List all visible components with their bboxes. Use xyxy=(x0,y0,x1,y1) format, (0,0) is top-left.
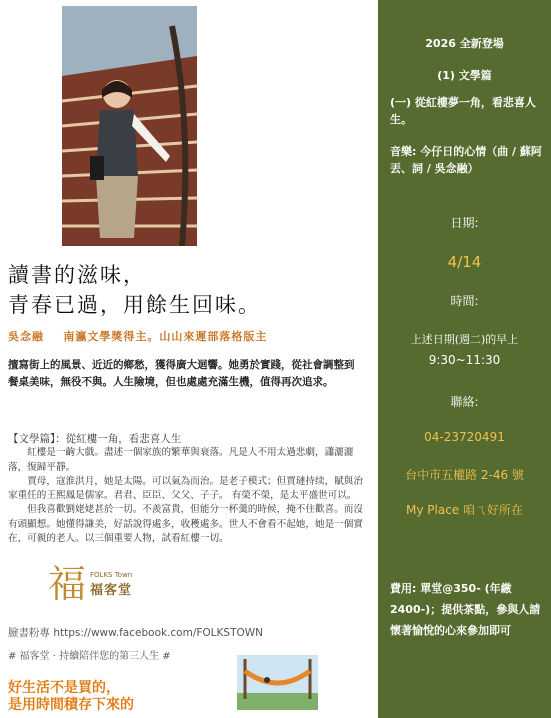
event-header: 2026 全新登場 xyxy=(425,37,504,50)
author-description: 南瀛文學獎得主。山山來遲部落格版主 xyxy=(63,330,268,343)
event-music: 音樂: 今仔日的心情（曲 / 蘇阿丟、詞 / 吳念融） xyxy=(390,145,542,175)
venue-address: 台中市五權路 2-46 號 xyxy=(405,468,524,482)
author-credit xyxy=(8,328,267,344)
date-value: 4/14 xyxy=(447,253,482,271)
tagline: # 福客堂 · 持續陪伴您的第三人生 # xyxy=(8,651,171,662)
slogan-line-2: 是用時間積存下來的 xyxy=(8,697,134,713)
contact-label: 聯絡: xyxy=(450,395,479,409)
section-paragraph-3: 但我喜歡劉姥姥甚於一切。不羨富貴，但能分一杯羹的時候，掩不住歡喜。而沒有頭顯想。她懂得謙美，好話說得處多，收穫處多。世人不會看不起她，她是一個實在，可親的老人。以三個重要人物，試看紅樓一切。 xyxy=(8,504,363,545)
title-line-1: 讀書的滋味， xyxy=(8,263,146,287)
title-line-2: 青春已過，用餘生回味。 xyxy=(8,293,261,317)
author-intro: 擅寫街上的風景、近近的鄉愁，獲得廣大迴響。她勇於實踐，從社會調整到餐桌美味，無役不與。人生險境，但也處處充滿生機，值得再次追求。 xyxy=(8,359,355,388)
section-paragraph-2: 賈母，寇淮洪月，她是太陽。可以氣為而治。是老子模式；但賈璉持续，賦與治家重任的王熙鳳是儒家。君君、臣臣、父父、子子。 有榮不榮，是太平盛世可以。 xyxy=(8,475,363,502)
slogan-line-1: 好生活不是買的， xyxy=(8,680,120,696)
logo-chinese: 福客堂 xyxy=(90,582,133,598)
logo-glyph: 福 xyxy=(48,562,87,606)
author-name: 吳念融 xyxy=(8,330,44,343)
time-value: 9:30~11:30 xyxy=(428,353,501,367)
contact-phone[interactable]: 04-23720491 xyxy=(424,430,505,444)
date-label: 日期: xyxy=(450,216,479,230)
section-title: 【文學篇】：從紅樓一角，看悲喜人生 xyxy=(8,433,182,445)
facebook-link[interactable]: 臉書粉專 https://www.facebook.com/FOLKSTOWN xyxy=(8,627,263,639)
hammock-illustration xyxy=(237,655,318,710)
flyer-title xyxy=(8,260,261,320)
logo-english: FOLKS Town xyxy=(90,570,133,579)
literature-section xyxy=(8,432,368,546)
event-topic: (一) 從紅樓夢一角，看悲喜人生。 xyxy=(390,96,536,126)
event-info-panel xyxy=(378,0,551,718)
author-photo xyxy=(62,6,197,246)
venue-name: My Place 咱ㄟ好所在 xyxy=(406,503,523,517)
section-paragraph-1: 紅樓是一齣大戲。盡述一個家族的繁華與衰落。凡是人不用太過悲劇，瀟灑灑落，復歸平靜。 xyxy=(8,447,354,473)
slogan xyxy=(8,680,134,714)
time-description: 上述日期(週二)的早上 xyxy=(410,333,519,346)
folks-town-logo xyxy=(48,562,133,606)
event-fee: 費用: 單堂@350- (年繳 2400-)；提供茶點，參與人請懷著愉悅的心來參加即可 xyxy=(390,582,541,637)
event-part: (1) 文學篇 xyxy=(437,69,492,82)
time-label: 時間: xyxy=(450,294,479,308)
